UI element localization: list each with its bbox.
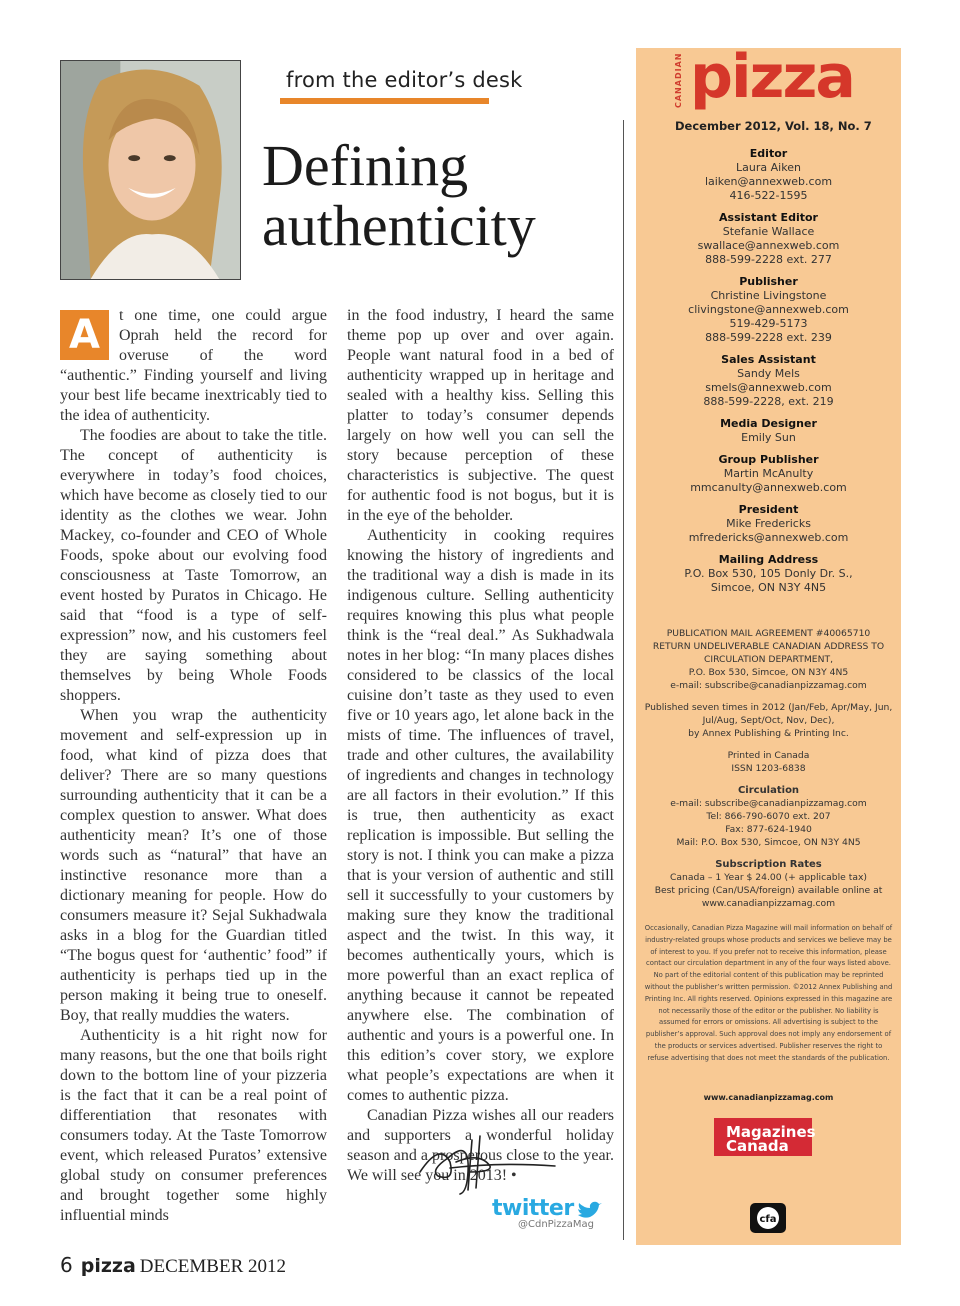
article-column-1 <box>60 306 327 1226</box>
column-divider <box>623 120 624 1240</box>
paragraph: The foodies are about to take the title. The concept of authenticity is everywhere in today’s food choices, which have become as closely tied to our identity as the clothes we wear. John Mackey, co-founder and CEO of Whole Foods, spoke about our evolving food consciousness at Taste Tomorrow, an event hosted by Puratos in Chicago. He said that “food is a type of self-expression” now, and his customers feel they are saying something about themselves by being Whole Foods shoppers. <box>60 427 327 704</box>
twitter-wordmark: twitter <box>492 1196 574 1221</box>
twitter-handle: @CdnPizzaMag <box>518 1219 594 1230</box>
publication-info: PUBLICATION MAIL AGREEMENT #40065710 RETURN UNDELIVERABLE CANADIAN ADDRESS TO CIRCULATION DEPARTMENT, P.O. Box 530, Simcoe, ON N3Y 4N5 e-mail: subscribe@canadianpizzamag.com Published seven times in 2012 (Jan/Feb, Apr/May, Jun, Jul/Aug, Sept/Oct, Nov, Dec), by Annex Publishing & Printing Inc. Printed in Canada ISSN 1203-6838 Circulation e-mail: subscribe@canadianpizzamag.com Tel: 866-790-6070 ext. 207 Fax: 877-624-1940 Mail: P.O. Box 530, Simcoe, ON N3Y 4N5 Subscription Rates Canada – 1 Year $ 24.00 (+ applicable tax) Best pricing (Can/USA/foreign) available online at www.canadianpizzamag.com <box>642 627 895 910</box>
section-label: from the editor’s desk <box>286 68 523 92</box>
website-link[interactable]: www.canadianpizzamag.com <box>703 1093 834 1102</box>
footer-brand: pizza <box>80 1255 136 1277</box>
staff-block: Mailing Address P.O. Box 530, 105 Donly Dr. S., Simcoe, ON N3Y 4N5 <box>684 553 853 594</box>
magazines-canada-logo: Magazines Canada <box>714 1118 812 1156</box>
page-number: 6 <box>60 1253 73 1277</box>
staff-list <box>636 147 901 603</box>
logo-canadian: CANADIAN <box>674 52 683 108</box>
paragraph: Authenticity is a hit right now for many reasons, but the one that boils right down to the bottom line of your pizzeria is the fact that it can be a real point of differentiation that resonates with consumers today. At the Taste Tomorrow event, which released Puratos’ extensive global study on consumer preferences and brought together some highly influential minds <box>60 1027 327 1224</box>
circulation-heading: Circulation <box>737 785 800 796</box>
article-title <box>262 133 536 258</box>
paragraph: in the food industry, I heard the same theme pop up over and over again. People want natural food in a bed of authenticity wrapped up in heritage and sealed with a healthy kiss. Selling this platter to today’s consumer depends largely on how well you can sell the story because perception of these characteristics is subjective. The quest for authentic food is not bogus, but it is in the eye of the beholder. <box>347 307 614 524</box>
pizza-logo: pizza <box>690 42 854 112</box>
section-rule <box>280 98 489 104</box>
twitter-bird-icon <box>576 1201 602 1221</box>
staff-block: President Mike Fredericks mfredericks@annexweb.com <box>688 503 849 544</box>
staff-block: Media Designer Emily Sun <box>720 417 817 444</box>
paragraph: Authenticity in cooking requires knowing the history of ingredients and the traditional way a dish is made in its indigenous culture. Selling authenticity requires knowing this plus what people think is the “real deal.” As Sukhadwala notes in her blog: “In many places dishes considered to be classics of the local cuisine don’t taste as they used to even five or 10 years ago, let alone back in the mists of time. The influences of travel, trade and other cultures, the availability of ingredients and changes in technology are all factors in their evolution.” If this is true, then authenticity as exact replication is impossible. But selling the story is not. I think you can make a pizza that is your version of authentic and still sell it successfully to your customers by making sure they know the traditional aspect and the twist. In this way, it becomes authentically yours, which is more powerful than an exact replica of anything because it cannot be repeated anywhere else. The combination of authentic and yours is a powerful one. In this edition’s cover story, we explore what people’s expectations are when it comes to authentic pizza. <box>347 527 614 1104</box>
svg-text:cfa: cfa <box>759 1214 777 1225</box>
rates-heading: Subscription Rates <box>715 859 822 870</box>
article-column-2 <box>347 306 614 1186</box>
title-line-1: Defining <box>262 133 469 198</box>
cfa-logo <box>749 1202 787 1234</box>
masthead-sidebar <box>636 42 901 1245</box>
staff-block: Assistant Editor Stefanie Wallace swallace@annexweb.com 888-599-2228 ext. 277 <box>697 211 840 266</box>
footer-issue: DECEMBER 2012 <box>139 1256 286 1277</box>
drop-cap: A <box>60 310 109 360</box>
staff-block: Publisher Christine Livingstone clivingstone@annexweb.com 519-429-5173 888-599-2228 ext. 239 <box>688 275 849 344</box>
title-line-2: authenticity <box>262 193 536 258</box>
editor-signature <box>410 1132 560 1196</box>
staff-block: Group Publisher Martin McAnulty mmcanulty@annexweb.com <box>690 453 847 494</box>
staff-block: Editor Laura Aiken laiken@annexweb.com 416-522-1595 <box>704 147 833 202</box>
staff-block: Sales Assistant Sandy Mels smels@annexweb.com 888-599-2228, ext. 219 <box>703 353 834 408</box>
twitter-badge[interactable] <box>492 1196 622 1230</box>
paragraph: When you wrap the authenticity movement and self-expression up in food, what kind of pizza does that deliver? There are so many questions surrounding authenticity that it can be a complex question to answer. What does authenticity mean? It’s one of those words such as “natural” that have an instinctive resonance more than a dictionary meaning for people. How do consumers measure it? Sejal Sukhadwala asks in a blog for the Guardian titled “The bogus quest for ‘authentic’ food” if authenticity is perhaps tied up in the person making it being true to oneself. Boy, that really muddies the waters. <box>60 707 327 1024</box>
fine-print: Occasionally, Canadian Pizza Magazine will mail information on behalf of industry-related groups whose products and services we believe may be of interest to you. If you prefer not to receive this information, please contact our circulation department in any of the four ways listed above. No part of the editorial content of this publication may be reprinted without the publisher’s written permission. ©2012 Annex Publishing and Printing Inc. All rights reserved. Opinions expressed in this magazine are not necessarily those of the editor or the publisher. No liability is assumed for errors or omissions. All advertising is subject to the publisher’s approval. Such approval does not imply any endorsement of the products or services advertised. Publisher reserves the right to refuse advertising that does not meet the standards of the publication. <box>644 924 893 1062</box>
paragraph: A t one time, one could argue Oprah held the record for overuse of the word “authentic.” Finding yourself and living your best life became inextricably tied to the idea of authenticity. <box>60 307 327 424</box>
paragraph: Canadian Pizza wishes all our readers and supporters a wonderful holiday season and a prosperous close to the year. We will see you in 2013! • <box>347 1107 614 1184</box>
page-footer <box>60 1253 286 1278</box>
editor-photo <box>60 60 241 280</box>
issue-line: December 2012, Vol. 18, No. 7 <box>675 119 872 133</box>
